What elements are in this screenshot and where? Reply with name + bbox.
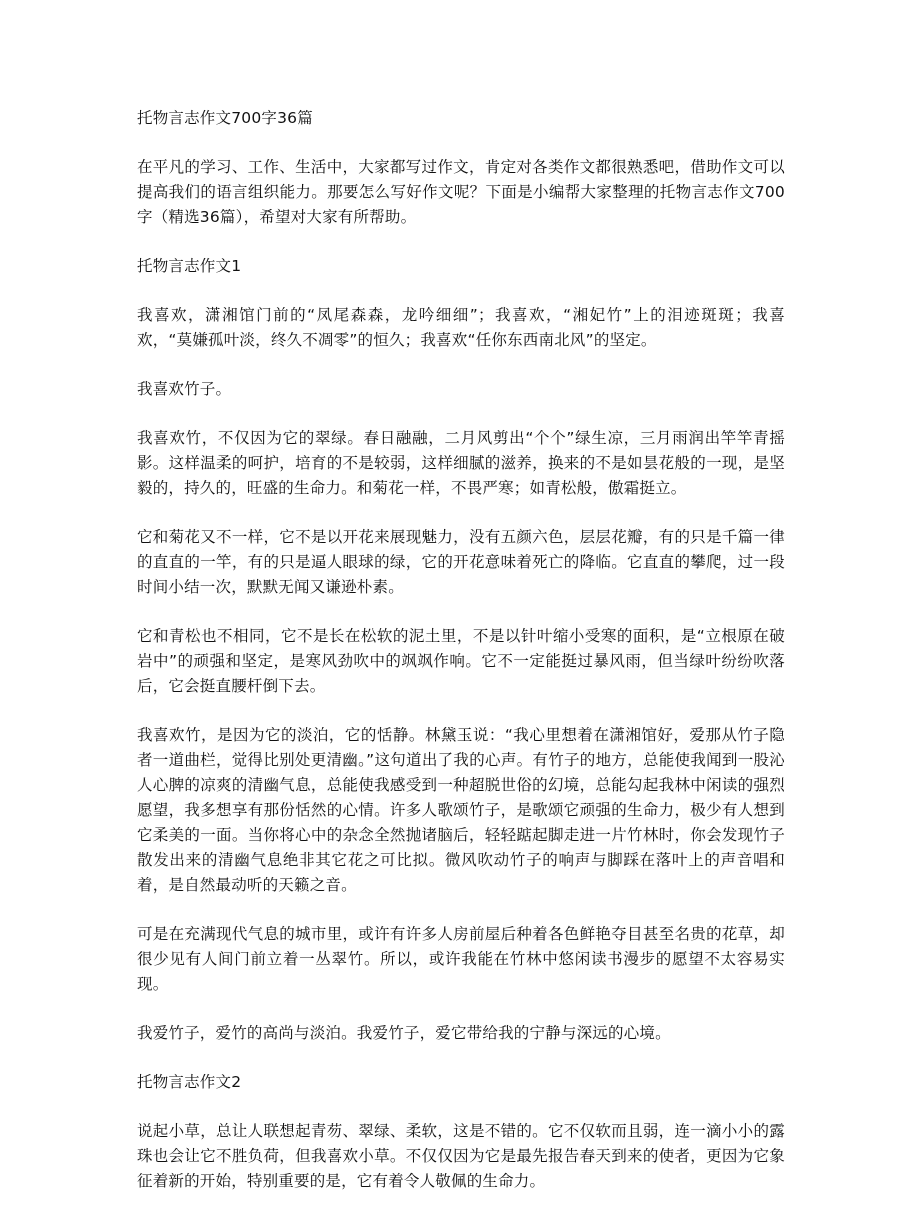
section-heading: 托物言志作文2 <box>137 1073 242 1091</box>
paragraph: 它和青松也不相同，它不是长在松软的泥土里，不是以针叶缩小受寒的面积，是“立根原在破岩中”的顽强和坚定，是寒风劲吹中的飒飒作响。它不一定能挺过暴风雨，但当绿叶纷纷吹落后，它会挺直腰杆倒下去。 <box>137 627 785 695</box>
paragraph: 我喜欢，潇湘馆门前的“凤尾森森，龙吟细细”；我喜欢，“湘妃竹”上的泪迹斑斑；我喜欢，“莫嫌孤叶淡，终久不凋零”的恒久；我喜欢“任你东西南北风”的坚定。 <box>137 306 785 349</box>
paragraph: 我喜欢竹子。 <box>137 380 232 398</box>
paragraph: 我爱竹子，爱竹的高尚与淡泊。我爱竹子，爱它带给我的宁静与深远的心境。 <box>137 1024 671 1042</box>
paragraph: 它和菊花又不一样，它不是以开花来展现魅力，没有五颜六色，层层花瓣，有的只是千篇一律的直直的一竿，有的只是逼人眼球的绿，它的开花意味着死亡的降临。它直直的攀爬，过一段时间小结一次，默默无闻又谦逊朴素。 <box>137 528 785 596</box>
paragraph: 我喜欢竹，是因为它的淡泊，它的恬静。林黛玉说：“我心里想着在潇湘馆好，爱那从竹子隐者一道曲栏，觉得比别处更清幽。”这句道出了我的心声。有竹子的地方，总能使我闻到一股沁人心脾的凉爽的清幽气息，总能使我感受到一种超脱世俗的幻境，总能勾起我林中闲读的强烈愿望，我多想享有那份恬然的心情。许多人歌颂竹子，是歌颂它顽强的生命力，极少有人想到它柔美的一面。当你将心中的杂念全然抛诸脑后，轻轻踮起脚走进一片竹林时，你会发现竹子散发出来的清幽气息绝非其它花之可比拟。微风吹动竹子的响声与脚踩在落叶上的声音唱和着，是自然最动听的天籁之音。 <box>137 726 785 894</box>
section-heading: 托物言志作文1 <box>137 257 242 275</box>
document-page <box>137 106 785 1218</box>
intro-paragraph: 在平凡的学习、工作、生活中，大家都写过作文，肯定对各类作文都很熟悉吧，借助作文可以提高我们的语言组织能力。那要怎么写好作文呢？下面是小编帮大家整理的托物言志作文700字（精选36篇），希望对大家有所帮助。 <box>137 158 785 226</box>
document-title: 托物言志作文700字36篇 <box>137 109 313 127</box>
paragraph: 我喜欢竹，不仅因为它的翠绿。春日融融，二月风剪出“个个”绿生凉，三月雨润出竿竿青摇影。这样温柔的呵护，培育的不是较弱，这样细腻的滋养，换来的不是如昙花般的一现，是坚毅的，持久的，旺盛的生命力。和菊花一样，不畏严寒；如青松般，傲霜挺立。 <box>137 429 785 497</box>
section-1 <box>137 254 785 1046</box>
section-2 <box>137 1070 785 1194</box>
paragraph: 可是在充满现代气息的城市里，或许有许多人房前屋后种着各色鲜艳夺目甚至名贵的花草，却很少见有人间门前立着一丛翠竹。所以，或许我能在竹林中悠闲读书漫步的愿望不太容易实现。 <box>137 925 785 993</box>
paragraph: 说起小草，总让人联想起青芴、翠绿、柔软，这是不错的。它不仅软而且弱，连一滴小小的露珠也会让它不胜负荷，但我喜欢小草。不仅仅因为它是最先报告春天到来的使者，更因为它象征着新的开始，特别重要的是，它有着令人敬佩的生命力。 <box>137 1122 785 1190</box>
